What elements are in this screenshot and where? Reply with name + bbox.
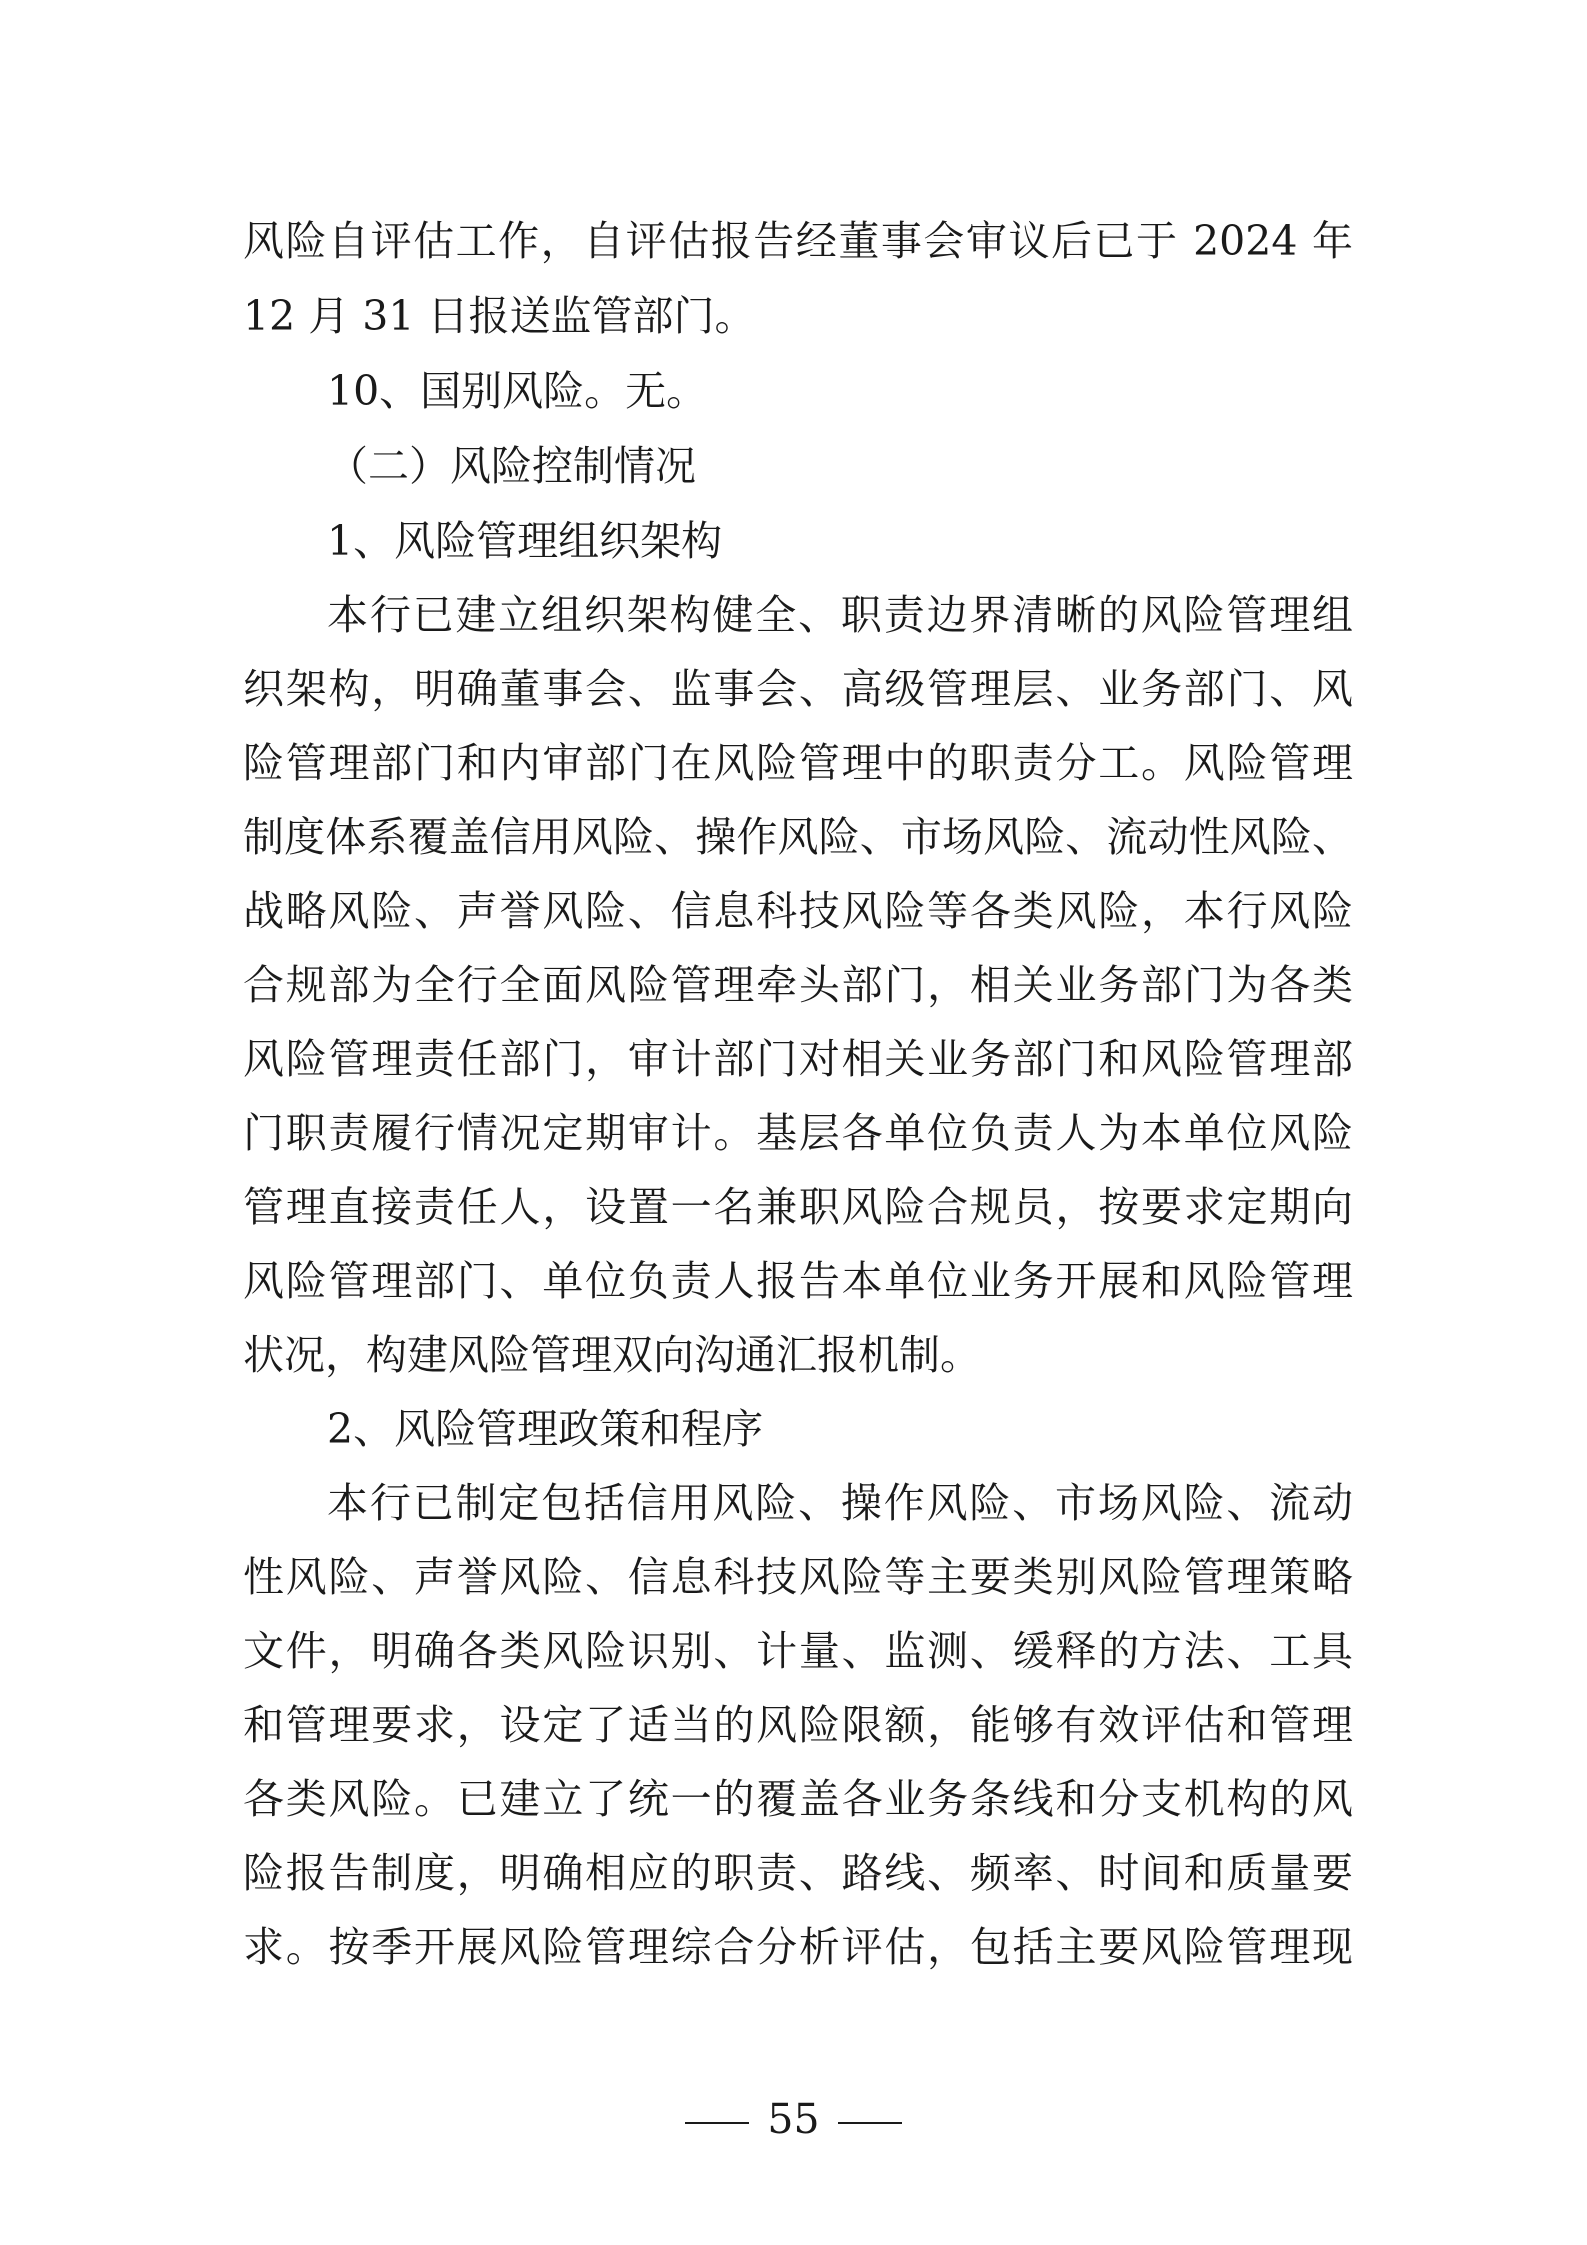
text-line: 风险管理部门、单位负责人报告本单位业务开展和风险管理 — [243, 1257, 1353, 1305]
text-line: 求。按季开展风险管理综合分析评估，包括主要风险管理现 — [243, 1923, 1353, 1971]
text-line: 战略风险、声誉风险、信息科技风险等各类风险，本行风险 — [243, 887, 1353, 935]
footer-dash-left — [685, 2122, 749, 2124]
page-footer — [0, 2094, 1587, 2144]
text-line: 制度体系覆盖信用风险、操作风险、市场风险、流动性风险、 — [243, 813, 1353, 861]
section-heading: 1、风险管理组织架构 — [327, 517, 723, 565]
text-line: 合规部为全行全面风险管理牵头部门，相关业务部门为各类 — [243, 961, 1353, 1009]
text-line: 风险管理责任部门，审计部门对相关业务部门和风险管理部 — [243, 1035, 1353, 1083]
text-line: 本行已制定包括信用风险、操作风险、市场风险、流动 — [327, 1479, 1353, 1527]
text-line: 险报告制度，明确相应的职责、路线、频率、时间和质量要 — [243, 1849, 1353, 1897]
text-line: 门职责履行情况定期审计。基层各单位负责人为本单位风险 — [243, 1109, 1353, 1157]
page-number: 55 — [767, 2095, 820, 2143]
section-heading: （二）风险控制情况 — [327, 442, 696, 490]
footer-dash-right — [838, 2122, 902, 2124]
text-line: 12 月 31 日报送监管部门。 — [243, 292, 756, 340]
section-heading: 10、国别风险。无。 — [327, 367, 708, 415]
text-line: 性风险、声誉风险、信息科技风险等主要类别风险管理策略 — [243, 1553, 1353, 1601]
text-line: 和管理要求，设定了适当的风险限额，能够有效评估和管理 — [243, 1701, 1353, 1749]
text-line: 风险自评估工作，自评估报告经董事会审议后已于 2024 年 — [243, 217, 1353, 265]
text-line: 织架构，明确董事会、监事会、高级管理层、业务部门、风 — [243, 665, 1353, 713]
text-line: 本行已建立组织架构健全、职责边界清晰的风险管理组 — [327, 591, 1353, 639]
text-line: 险管理部门和内审部门在风险管理中的职责分工。风险管理 — [243, 739, 1353, 787]
text-line: 文件，明确各类风险识别、计量、监测、缓释的方法、工具 — [243, 1627, 1353, 1675]
section-heading: 2、风险管理政策和程序 — [327, 1405, 764, 1453]
text-line: 管理直接责任人，设置一名兼职风险合规员，按要求定期向 — [243, 1183, 1353, 1231]
text-line: 状况，构建风险管理双向沟通汇报机制。 — [243, 1331, 981, 1379]
text-line: 各类风险。已建立了统一的覆盖各业务条线和分支机构的风 — [243, 1775, 1353, 1823]
